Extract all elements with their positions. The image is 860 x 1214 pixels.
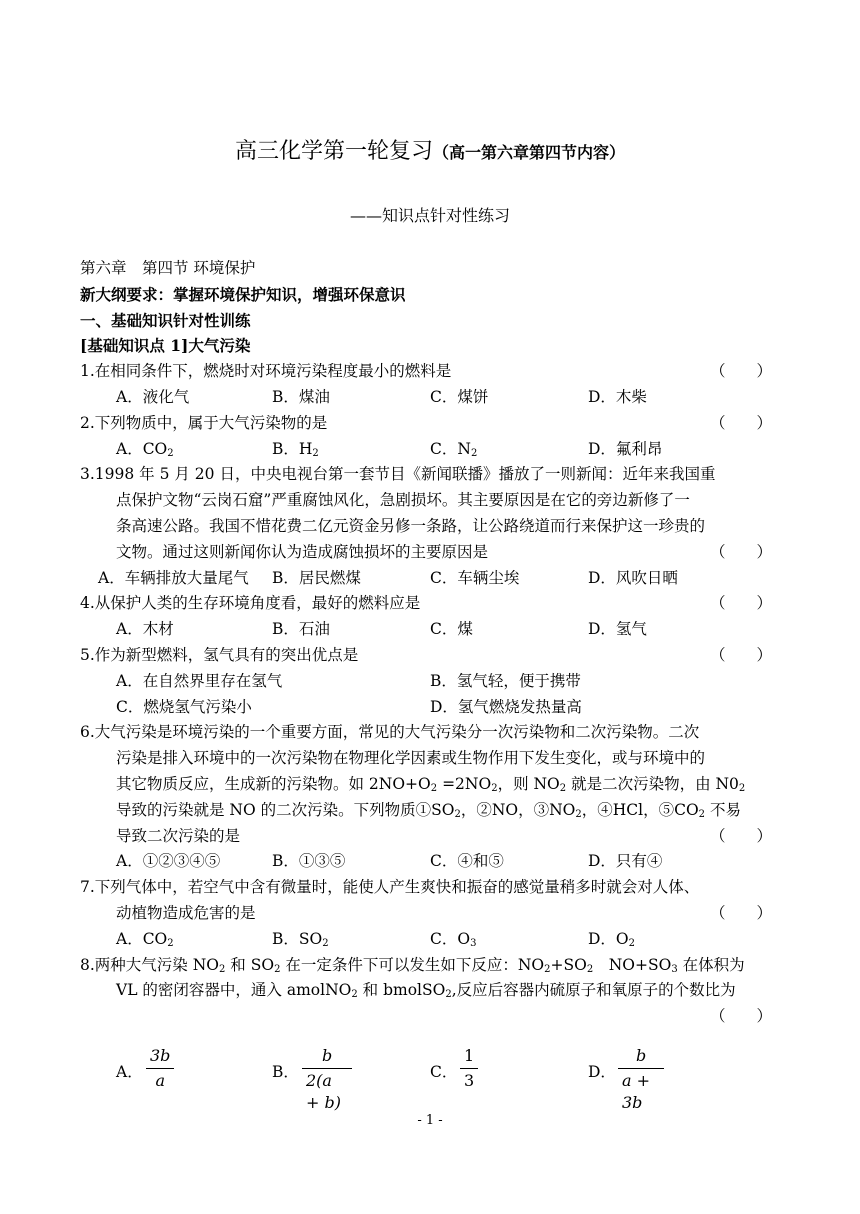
fraction: $\frac{b}{a + 3b}$ [618,1045,664,1114]
option-c: C．煤饼 [430,387,489,406]
option-a: A．木材 [116,620,174,639]
question-2-text: 2.下列物质中，属于大气污染物的是 [80,413,328,432]
option-d: D．风吹日晒 [588,568,678,587]
question-8-line-3 [80,1004,780,1030]
question-8-line-2: VL 的密闭容器中，通入 amolNO$_2$ 和 bmolSO$_2$,反应后容器内硫原子和氧原子的个数比为 [116,981,736,1001]
option-a: A．液化气 [116,387,190,406]
question-1-options [80,385,780,411]
option-b: B．$SO_2$ [272,929,329,949]
question-7-line-1: 7.下列气体中，若空气中含有微量时，能使人产生爽快和振奋的感觉量稍多时就会对人体、 [80,878,700,897]
option-d: D．木柴 [588,387,647,406]
option-a: A．车辆排放大量尾气 [98,568,249,587]
option-c: C．煤 [430,620,473,639]
question-6-line-5: 导致二次污染的是 （ ） [80,824,780,850]
page-title [0,134,860,165]
answer-parens: （ ） [709,413,772,432]
question-3-line-4: 文物。通过这则新闻你认为造成腐蚀损坏的主要原因是 （ ） [80,540,780,566]
question-3-options [80,566,780,592]
answer-parens: （ ） [709,1007,772,1026]
answer-parens: （ ） [709,542,772,561]
option-d: D．只有④ [588,852,663,871]
question-6-line-3: 其它物质反应，生成新的污染物。如 $2NO+O_2 =2NO_2$，则 $NO_2$ 就是二次污染物，由 $N0_2$ [116,774,746,794]
question-2-options [80,437,780,463]
option-d: D．氢气燃烧发热量高 [430,697,582,716]
knowledge-point-heading: [基础知识点 1]大气污染 [80,336,251,356]
question-3-line-1: 3.1998 年 5 月 20 日，中央电视台第一套节目《新闻联播》播放了一则新闻：近年来我国重 [80,465,716,484]
answer-parens: （ ） [709,645,772,664]
outline-label: 新大纲要求： [80,284,174,304]
chapter-line: 第六章 第四节 环境保护 [80,259,256,277]
option-a: A．①②③④⑤ [116,852,221,871]
question-6-line-2: 污染是排入环境中的一次污染物在物理化学因素或生物作用下发生变化，或与环境中的 [116,749,706,768]
option-d: D．氟利昂 [588,439,663,458]
question-8-line-1: 8.两种大气污染 $NO_2$ 和 $SO_2$ 在一定条件下可以发生如下反应：$NO_2+SO_2$ $NO+SO_3$ 在体积为 [80,955,745,975]
page-number: - 1 - [417,1113,443,1128]
option-d: D．$O_2$ [588,929,636,949]
option-b: B．①③⑤ [272,852,346,871]
option-b: B．$H_2$ [272,439,319,459]
page-subtitle: ——知识点针对性练习 [349,206,510,225]
question-5-options-row-2 [80,695,780,721]
question-2 [80,411,780,437]
question-4-options [80,617,780,643]
outline-text: 掌握环境保护知识，增强环保意识 [173,284,406,304]
question-7-options [80,927,780,953]
answer-parens: （ ） [709,903,772,922]
answer-parens: （ ） [709,362,772,381]
option-c: C．燃烧氢气污染小 [116,697,252,716]
fraction: $\frac{1}{3}$ [460,1045,478,1092]
fraction: $\frac{3b}{a}$ [146,1045,174,1092]
question-6-line-4: 导致的污染就是 NO 的二次污染。下列物质$①SO_2$，②NO，$③NO_2$，④HCl，$⑤CO_2$ 不易 [116,800,741,820]
option-c: C．④和⑤ [430,852,504,871]
question-1 [80,359,780,385]
document-body [80,256,780,1030]
option-a: A．$CO_2$ [116,439,174,459]
question-1-text: 1.在相同条件下，燃烧时对环境污染程度最小的燃料是 [80,362,452,381]
option-c: C．$O_3$ [430,929,477,949]
question-4-text: 4.从保护人类的生存环境角度看，最好的燃料应是 [80,594,421,613]
option-b: B．氢气轻，便于携带 [430,671,581,690]
answer-parens: （ ） [709,594,772,613]
option-b: B．煤油 [272,387,330,406]
answer-parens: （ ） [709,826,772,845]
question-5-text: 5.作为新型燃料，氢气具有的突出优点是 [80,645,359,664]
question-7-line-2: 动植物造成危害的是 （ ） [80,901,780,927]
option-a: A．在自然界里存在氢气 [116,671,283,690]
option-b: B．居民燃煤 [272,568,361,587]
option-b: B．石油 [272,620,330,639]
question-6-line-1: 6.大气污染是环境污染的一个重要方面，常见的大气污染分一次污染物和二次污染物。二次 [80,723,700,742]
question-5 [80,643,780,669]
question-3-line-2: 点保护文物“云岗石窟”严重腐蚀风化，急剧损坏。其主要原因是在它的旁边新修了一 [116,491,690,510]
question-4 [80,591,780,617]
question-5-options-row-1 [80,669,780,695]
option-a: A．$CO_2$ [116,929,174,949]
question-8-options: A． $\frac{3b}{a}$ B． $\frac{b}{2(a + b)}$ C． $\frac{1}{3}$ D． $\frac{b}{a + 3b}$ [80,1043,780,1103]
title-main: 高三化学第一轮复习 [234,139,433,164]
outline-line [80,282,780,308]
option-c: C．$N_2$ [430,439,478,459]
title-sub: （高一第六章第四节内容） [433,143,626,162]
question-3-line-3: 条高速公路。我国不惜花费二亿元资金另修一条路，让公路绕道而行来保护这一珍贵的 [116,516,706,535]
question-6-options [80,849,780,875]
fraction: $\frac{b}{2(a + b)}$ [302,1045,352,1114]
option-d: D．氢气 [588,620,647,639]
section-heading: 一、基础知识针对性训练 [80,310,251,330]
option-c: C．车辆尘埃 [430,568,520,587]
